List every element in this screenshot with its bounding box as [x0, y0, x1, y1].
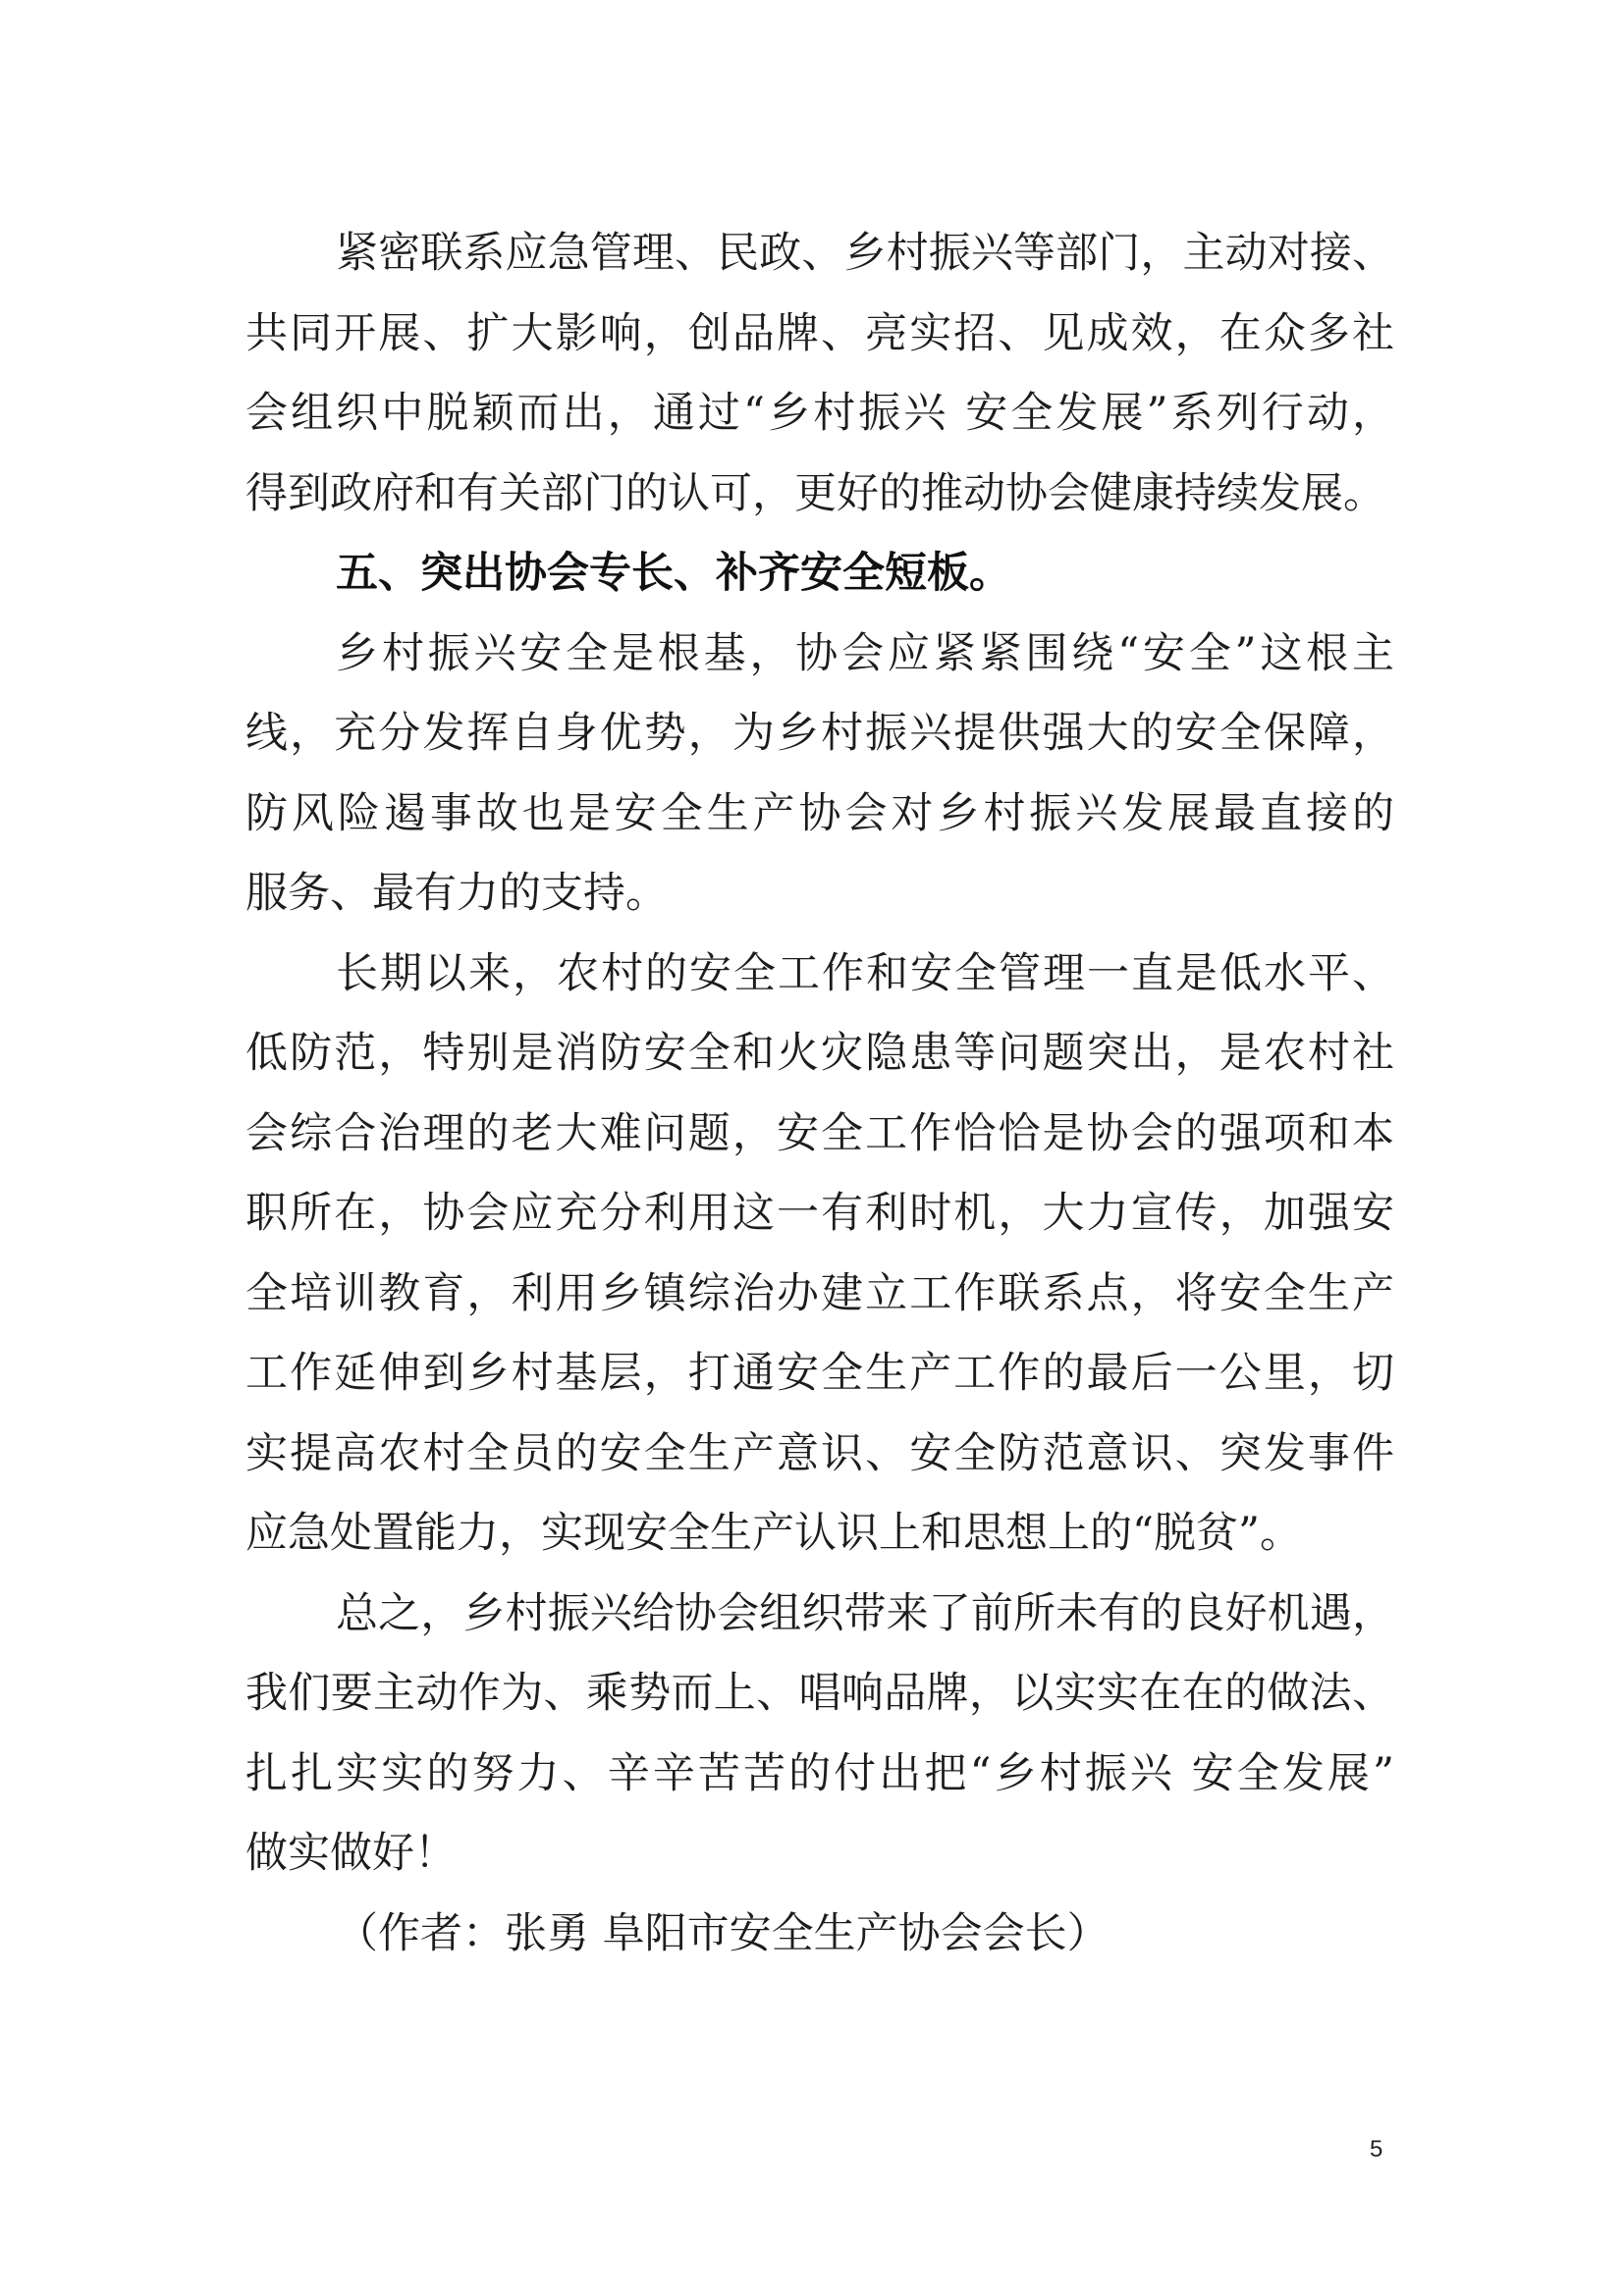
paragraph-line: 工作延伸到乡村基层，打通安全生产工作的最后一公里，切 [245, 1349, 1394, 1398]
paragraph-line: 防风险遏事故也是安全生产协会对乡村振兴发展最直接的 [245, 788, 1394, 838]
paragraph-line: 线，充分发挥自身优势，为乡村振兴提供强大的安全保障， [245, 709, 1394, 758]
paragraph-line: 紧密联系应急管理、民政、乡村振兴等部门，主动对接、 [336, 229, 1394, 278]
paragraph-line: 我们要主动作为、乘势而上、唱响品牌，以实实在在的做法、 [245, 1669, 1394, 1718]
paragraph-line: 总之，乡村振兴给协会组织带来了前所未有的良好机遇， [336, 1588, 1394, 1638]
paragraph-line: 会综合治理的老大难问题，安全工作恰恰是协会的强项和本 [245, 1108, 1394, 1158]
paragraph-line: 会组织中脱颖而出，通过“乡村振兴 安全发展”系列行动， [245, 389, 1394, 438]
paragraph-line: 实提高农村全员的安全生产意识、安全防范意识、突发事件 [245, 1428, 1394, 1478]
section-heading: 五、突出协会专长、补齐安全短板。 [336, 549, 1011, 598]
paragraph-line: 共同开展、扩大影响，创品牌、亮实招、见成效，在众多社 [245, 308, 1394, 358]
paragraph-line: 得到政府和有关部门的认可，更好的推动协会健康持续发展。 [245, 468, 1385, 518]
page-number: 5 [1370, 2136, 1383, 2163]
paragraph-line: 扎扎实实的努力、辛辛苦苦的付出把“乡村振兴 安全发展” [245, 1748, 1394, 1798]
paragraph-line: 长期以来，农村的安全工作和安全管理一直是低水平、 [336, 948, 1394, 998]
paragraph-line: 低防范，特别是消防安全和火灾隐患等问题突出，是农村社 [245, 1029, 1394, 1078]
paragraph-line: 服务、最有力的支持。 [245, 869, 668, 918]
paragraph-line: 乡村振兴安全是根基，协会应紧紧围绕“安全”这根主 [336, 628, 1394, 678]
paragraph-line: 做实做好！ [245, 1829, 457, 1878]
paragraph-line: 全培训教育，利用乡镇综治办建立工作联系点，将安全生产 [245, 1268, 1394, 1318]
author-note: （作者：张勇 阜阳市安全生产协会会长） [336, 1908, 1110, 1958]
paragraph-line: 应急处置能力，实现安全生产认识上和思想上的“脱贫”。 [245, 1509, 1302, 1558]
paragraph-line: 职所在，协会应充分利用这一有利时机，大力宣传，加强安 [245, 1189, 1394, 1238]
document-body [245, 214, 1394, 1974]
